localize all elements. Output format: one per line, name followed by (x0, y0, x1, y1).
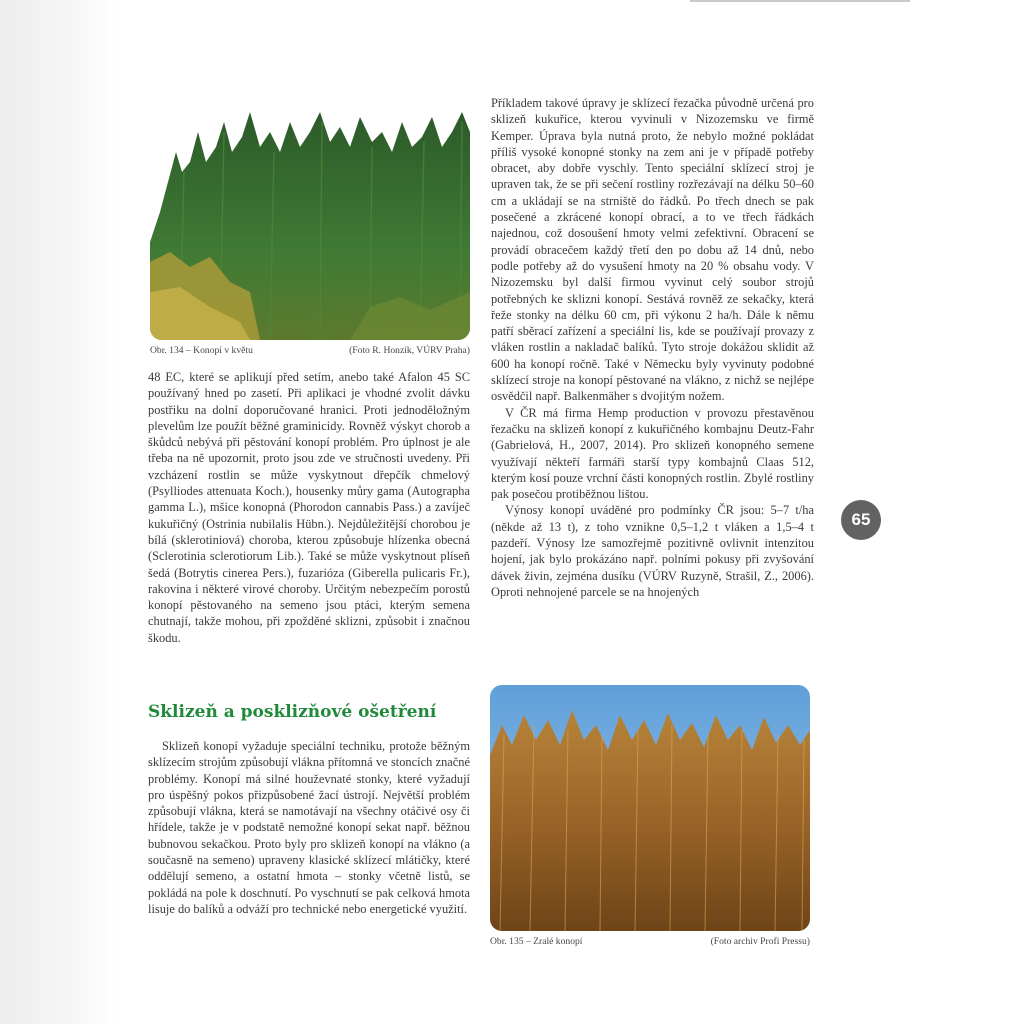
page-number-badge (841, 500, 881, 540)
photo-hemp-in-bloom (150, 92, 470, 340)
photo-ripe-hemp (490, 685, 810, 931)
right-column-text (491, 95, 814, 600)
paragraph-kemper: Příkladem takové úpravy je sklízecí řezačka původně určená pro sklizeň kukuřice, kterou vyvinuli v Nizozemsku ve firmě Kemper. Úprava byla nutná proto, že nebylo možné pokládat příliš vysoké konopné stonky na zem ani je v případě potřeby obracet, aby dobře vyschly. Tento speciální sklízecí stroj je upraven tak, že se při sečení rostliny rozřezávají na délku 50–60 cm a ukládají se na strniště do řádků. Po třech dnech se pak posečené a zkrácené konopí obrací, a to ve třech řádkách najednou, což dosoušení hmoty velmi zefektivní. Obracení se provádí obracečem každý třetí den po dobu až 14 dnů, nebo podle potřeby až do vysušení hmoty na 20 % obsahu vody. V Nizozemsku byl další firmou vyvinut celý soubor strojů potřebných ke sklizni konopí. Sestává rovněž ze sekačky, která řeže stonky na délku 60 cm, při výkonu 2 ha/h. Dále k němu patří sběrací zařízení a speciální lis, kde se používají provazy z vláken rostlin a nakladač balíků. Tyto stroje dokážou sklidit až 600 ha konopí ročně. Také v Německu byly vyvinuty podobné sklízecí stroje na konopí pěstované na vlákno, z nichž se nejlépe osvědčil např. Balkenmäher s dvojitým nožem. (491, 96, 814, 404)
figure-134-caption-text: Obr. 134 – Konopí v květu (150, 345, 253, 356)
page-number: 65 (851, 510, 871, 529)
paragraph-hemp-production: V ČR má firma Hemp production v provozu přestavěnou řezačku na sklizeň konopí z kukuřičného kombajnu Deutz-Fahr (Gabrielová, H., 2007, 2014). Pro sklizeň konopného semene využívají někteří farmáři starší typy kombajnů Claas 512, kterým kosí pouze vrchní části konopných rostlin. Zbylé rostliny pak posečou protiběžnou lištou. (491, 405, 814, 502)
figure-135-caption-text: Obr. 135 – Zralé konopí (490, 936, 583, 947)
paragraph-pests: 48 EC, které se aplikují před setím, anebo také Afalon 45 SC používaný hned po zasetí. Při aplikaci je vhodné zvolit dávku postřiku na dolní doporučované hranici. Proti jednoděložným plevelům lze použít běžné graminicidy. Rovněž výskyt chorob a škůdců nebývá při pěstování konopí problém. Pro úplnost je ale třeba na ně upozornit, proto jsou zde ve stručnosti uvedeny. Při vzcházení rostlin se může vyskytnout dřepčík chmelový (Psylliodes attenuata Koch.), housenky můry gama (Autographa gamma L.), mšice konopná (Phorodon cannabis Pass.) a zavíječ kukuřičný (Ostrinia nubilalis Hübn.). Nejdůležitější chorobou je bílá (sklerotiniová) choroba, kterou způsobuje hlízenka obecná (Sclerotinia sclerotiorum Lib.). Také se může vyskytnout plíseň šedá (Botrytis cinerea Pers.), fuzarióza (Giberella pulicaris Fr.), rakovina i některé virové choroby. Určitým nebezpečím porostů konopí pěstovaného na semeno jsou ptáci, kterým semena chutnají, takže mohou, při zpožděné sklizni, způsobit i značnou škodu. (148, 370, 470, 645)
figure-134-credit: (Foto R. Honzík, VÚRV Praha) (349, 345, 470, 356)
figure-135-caption (490, 936, 810, 948)
left-column-text-2 (148, 738, 470, 917)
figure-134-caption (150, 345, 470, 357)
paragraph-yields: Výnosy konopí uváděné pro podmínky ČR jsou: 5–7 t/ha (někde až 13 t), z toho vznikne 0,5–1,2 t vláken a 1,5–4 t pazdeří. Výnosy lze samozřejmě pozitivně ovlivnit intenzitou hojení, jak bylo prokázáno např. polními pokusy při zvyšování dávek živin, zejména dusíku (VÚRV Ruzyně, Strašil, Z., 2006). Oproti nehnojené parcele se na hnojených (491, 503, 814, 599)
section-heading: Sklizeň a posklizňové ošetření (148, 702, 437, 722)
left-column-text-1 (148, 369, 470, 646)
figure-135-credit: (Foto archiv Profi Pressu) (710, 936, 810, 947)
paragraph-harvest: Sklizeň konopí vyžaduje speciální techniku, protože běžným sklízecím strojům způsobují vlákna přítomná ve stoncích značné problémy. Konopí má silné houževnaté stonky, které vyžadují pro úspěšný pokos přizpůsobené žací ústrojí. Největší problém způsobují vlákna, která se namotávají na všechny otáčivé osy či hřídele, takže je v podstatě nemožné konopí sekat např. běžnou bubnovou sekačkou. Proto byly pro sklizeň konopí na vlákno (a současně na semeno) upraveny klasické sklízecí mlátičky, které oddělují semeno, a ostatní hmota – stonky včetně listů, se pokládá na pole k doschnutí. Po vyschnutí se pak celková hmota lisuje do balíků a odváží pro technické nebo energetické využití. (148, 739, 470, 916)
top-edge-shadow (690, 0, 910, 2)
page-gutter-shadow (0, 0, 118, 1024)
